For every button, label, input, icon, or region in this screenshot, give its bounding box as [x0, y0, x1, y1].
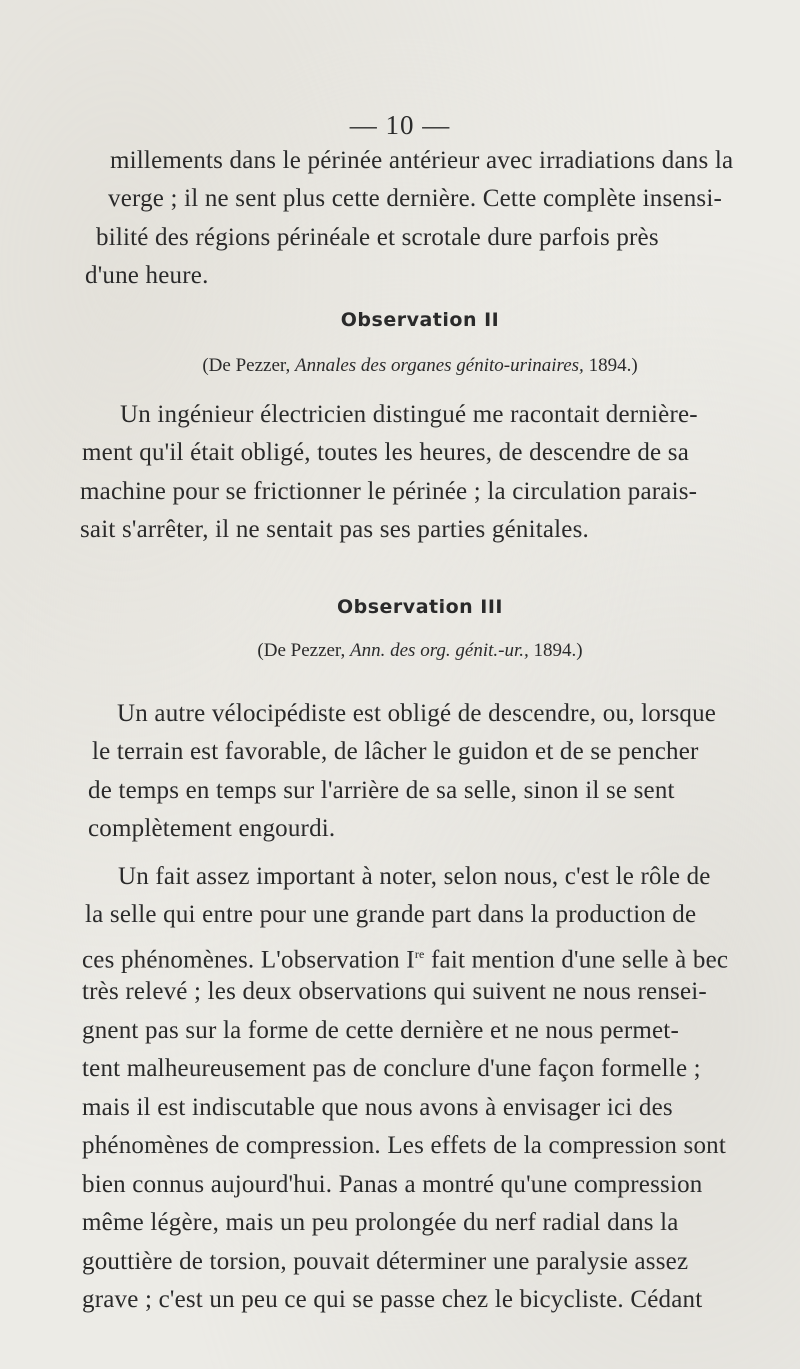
observation-heading: Observation II: [340, 309, 500, 331]
text-line: bilité des régions périnéale et scrotale dure parfois près: [96, 224, 659, 251]
text-line: d'une heure.: [85, 262, 209, 289]
text-line: complètement engourdi.: [88, 815, 336, 842]
text-line: de temps en temps sur l'arrière de sa selle, sinon il se sent: [88, 777, 675, 804]
text-line: Un ingénieur électricien distingué me racontait dernière-: [120, 401, 698, 428]
text-line: grave ; c'est un peu ce qui se passe chez le bicycliste. Cédant: [82, 1286, 703, 1313]
observation-heading: Observation III: [336, 596, 504, 618]
text-line: Un autre vélocipédiste est obligé de descendre, ou, lorsque: [117, 700, 717, 727]
text-line: gouttière de torsion, pouvait déterminer une paralysie assez: [82, 1248, 689, 1275]
text-line: bien connus aujourd'hui. Panas a montré qu'une compression: [82, 1171, 703, 1198]
source-prefix: (De Pezzer,: [202, 355, 295, 376]
observation-source: [0, 640, 800, 662]
observation-source: [0, 355, 800, 377]
source-journal: Annales des organes génito-urinaires,: [294, 355, 584, 376]
text-line: phénomènes de compression. Les effets de la compression sont: [82, 1132, 727, 1159]
text-line: millements dans le périnée antérieur avec irradiations dans la: [110, 147, 734, 174]
text-line: verge ; il ne sent plus cette dernière. Cette complète insensi-: [108, 185, 723, 212]
text-fragment: ces phénomènes. L'observation I: [82, 946, 415, 974]
text-line: le terrain est favorable, de lâcher le guidon et de se pencher: [92, 738, 699, 765]
source-year: 1894.): [528, 640, 583, 661]
superscript: re: [414, 947, 425, 961]
page-number: — 10 —: [349, 110, 451, 140]
text-line: Un fait assez important à noter, selon nous, c'est le rôle de: [118, 863, 711, 890]
text-line: gnent pas sur la forme de cette dernière et ne nous permet-: [82, 1017, 679, 1044]
text-line: ment qu'il était obligé, toutes les heures, de descendre de sa: [82, 439, 689, 466]
text-line: sait s'arrêter, il ne sentait pas ses parties génitales.: [80, 516, 589, 543]
source-year: 1894.): [583, 355, 638, 376]
text-fragment: fait mention d'une selle à bec: [424, 946, 729, 974]
text-line: très relevé ; les deux observations qui suivent ne nous rensei-: [82, 978, 707, 1005]
text-line: mais il est indiscutable que nous avons à envisager ici des: [82, 1094, 673, 1121]
source-journal: Ann. des org. génit.-ur.,: [350, 640, 529, 661]
source-prefix: (De Pezzer,: [257, 640, 351, 661]
text-line: même légère, mais un peu prolongée du nerf radial dans la: [82, 1209, 679, 1236]
text-line: tent malheureusement pas de conclure d'une façon formelle ;: [82, 1055, 701, 1082]
text-line: machine pour se frictionner le périnée ; la circulation parais-: [80, 478, 698, 505]
text-line: la selle qui entre pour une grande part dans la production de: [85, 901, 697, 928]
